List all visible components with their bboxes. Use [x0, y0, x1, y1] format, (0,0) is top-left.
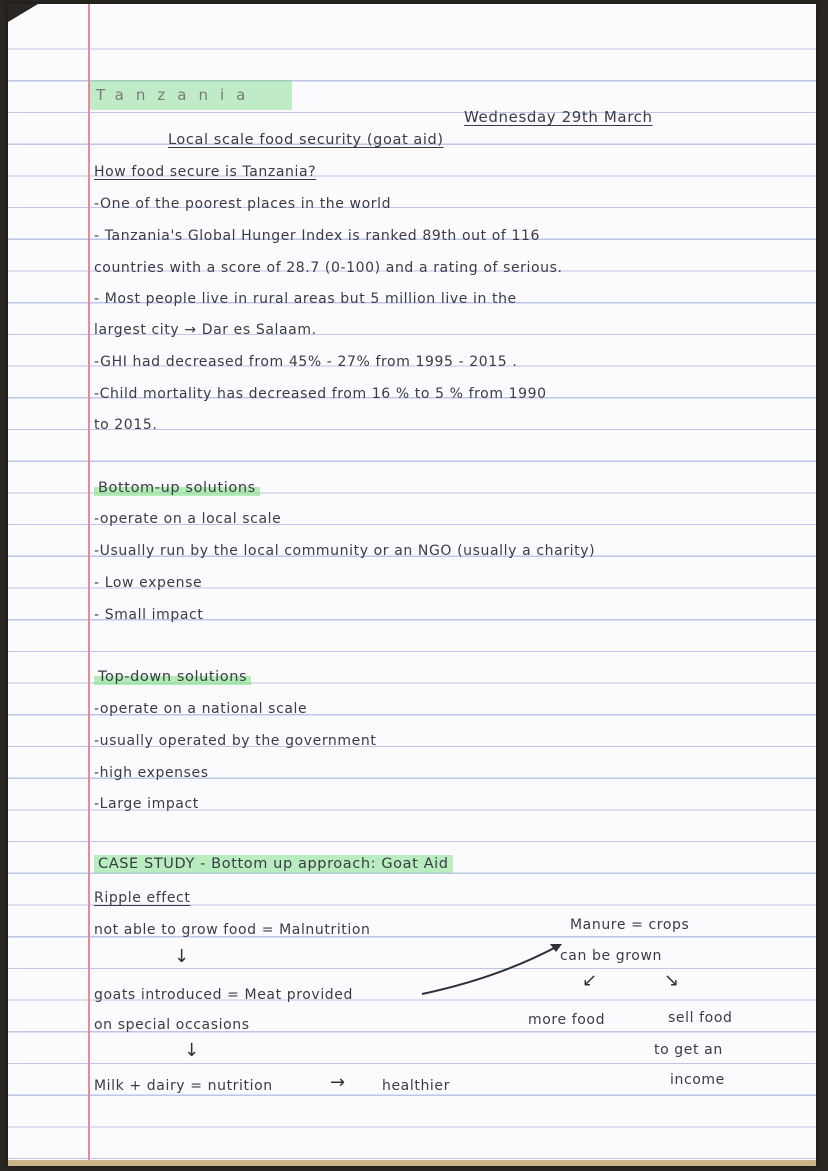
bottom-up-item: -operate on a local scale [94, 511, 282, 527]
ripple-step: income [670, 1072, 725, 1088]
page-corner [8, 4, 38, 22]
ripple-step: Milk + dairy = nutrition [94, 1078, 273, 1094]
top-down-item: -usually operated by the government [94, 733, 377, 749]
date: Wednesday 29th March [464, 108, 653, 126]
question: How food secure is Tanzania? [94, 164, 317, 180]
page-title: Tanzania [96, 86, 258, 104]
bottom-up-heading [94, 480, 260, 496]
fact-line: -One of the poorest places in the world [94, 196, 392, 212]
margin-line [88, 4, 90, 1166]
top-down-item: -Large impact [94, 796, 199, 812]
bottom-up-item: - Small impact [94, 607, 204, 623]
down-arrow-icon: ↓ [184, 1040, 200, 1061]
fact-line: largest city → Dar es Salaam. [94, 322, 317, 338]
ripple-step: not able to grow food = Malnutrition [94, 922, 371, 938]
fact-line: -GHI had decreased from 45% - 27% from 1995 - 2015 . [94, 354, 518, 370]
ripple-step: can be grown [560, 948, 662, 964]
fact-line: -Child mortality has decreased from 16 % to 5 % from 1990 [94, 386, 547, 402]
ripple-step: sell food [668, 1010, 733, 1026]
fact-line: - Tanzania's Global Hunger Index is ranked 89th out of 116 [94, 228, 541, 244]
ripple-step: healthier [382, 1078, 450, 1094]
subtitle: Local scale food security (goat aid) [168, 132, 444, 148]
bottom-up-item: -Usually run by the local community or an NGO (usually a charity) [94, 543, 596, 559]
notebook-page [8, 4, 816, 1166]
ripple-effect-label: Ripple effect [94, 890, 191, 906]
fact-line: countries with a score of 28.7 (0-100) and a rating of serious. [94, 260, 563, 276]
top-down-heading [94, 669, 251, 685]
fact-line: to 2015. [94, 417, 158, 433]
case-study-heading-text: CASE STUDY - Bottom up approach: Goat Aid [94, 855, 453, 873]
top-down-heading-text: Top-down solutions [94, 669, 251, 685]
top-down-item: -high expenses [94, 765, 209, 781]
top-down-item: -operate on a national scale [94, 701, 308, 717]
ripple-step: goats introduced = Meat provided [94, 987, 353, 1003]
down-left-arrow-icon: ↙ [582, 970, 598, 991]
ripple-step: to get an [654, 1042, 723, 1058]
ripple-step: more food [528, 1012, 606, 1028]
case-study-heading [94, 856, 453, 872]
bottom-up-heading-text: Bottom-up solutions [94, 480, 260, 496]
down-right-arrow-icon: ↘ [664, 970, 680, 991]
right-arrow-icon: → [330, 1072, 346, 1093]
ripple-step: Manure = crops [570, 917, 690, 933]
down-arrow-icon: ↓ [174, 946, 190, 967]
page-bottom-edge [8, 1160, 816, 1166]
fact-line: - Most people live in rural areas but 5 million live in the [94, 291, 517, 307]
bottom-up-item: - Low expense [94, 575, 203, 591]
ripple-step: on special occasions [94, 1017, 250, 1033]
connector-arrow [418, 938, 568, 1000]
